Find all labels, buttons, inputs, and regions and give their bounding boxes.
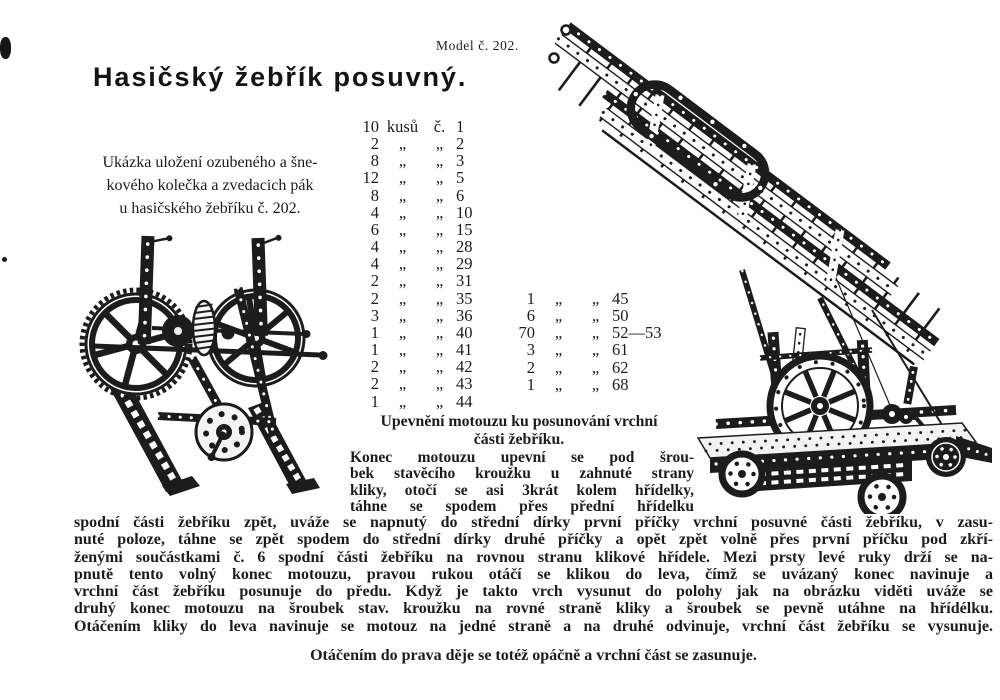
part-quantity: 3 <box>370 305 379 325</box>
part-number: 61 <box>612 340 629 360</box>
parts-list-row <box>352 204 473 221</box>
ladder-illustration <box>520 8 998 514</box>
part-unit-word: „ <box>554 306 563 326</box>
part-number: 35 <box>456 288 473 308</box>
part-number-word: „ <box>435 134 444 154</box>
part-number-word: č. <box>433 117 446 136</box>
parts-list-row <box>352 118 473 135</box>
part-number: 31 <box>456 271 473 291</box>
text-line: ženými součástkami č. 6 spodní části žebříku na rovnou stranu klikové hřídele. Mezi prsty levé ruky drží se na- <box>74 548 993 566</box>
part-quantity: 4 <box>370 254 379 274</box>
part-number: 52—53 <box>612 323 662 343</box>
part-unit-word: „ <box>554 323 563 343</box>
text-line: vrchní část žebříku posunuje do předu. Když je takto vrch vysunut do polohy jak na obrázku viděti uváže se <box>74 583 993 601</box>
parts-list-row <box>352 272 473 289</box>
part-number: 15 <box>456 219 473 239</box>
part-number: 68 <box>612 374 629 394</box>
part-quantity: 1 <box>370 391 379 411</box>
part-number-word: „ <box>591 374 600 394</box>
parts-list-row <box>352 358 473 375</box>
part-number: 43 <box>456 374 473 394</box>
part-unit-word: „ <box>398 134 407 154</box>
heading-line: Upevnění motouzu ku posunování vrchní <box>380 413 658 430</box>
text-line: spodní části žebříku zpět, uváže se napnutý do střední dírky první příčky vrchní posuvné části žebříku, v zasu- <box>74 514 993 531</box>
mechanism-drawing <box>82 234 328 496</box>
ladder-drawing <box>550 26 993 515</box>
part-number: 45 <box>612 289 629 308</box>
part-number: 42 <box>456 357 473 377</box>
parts-list-row <box>352 290 473 307</box>
text-line: Otáčením kliky do leva navinuje se motouz na jedné straně a na druhé odvinuje, vrchní část žebříku se vysunuje. <box>74 617 993 635</box>
part-unit-word: „ <box>398 168 407 188</box>
mechanism-illustration <box>66 224 354 516</box>
part-number-word: „ <box>591 306 600 326</box>
text-line: bek stavěcího kroužku u zahnuté strany <box>350 465 694 483</box>
part-number-word: „ <box>435 185 444 205</box>
part-number: 28 <box>456 237 473 257</box>
part-quantity: 70 <box>518 323 535 343</box>
part-number: 10 <box>456 202 473 222</box>
part-number: 5 <box>456 168 465 188</box>
intro-line: Ukázka uložení ozubeného a šne- <box>102 154 318 171</box>
part-number-word: „ <box>435 151 444 171</box>
part-unit-word: „ <box>398 340 407 360</box>
parts-list-row <box>352 152 473 169</box>
part-number: 40 <box>456 322 473 342</box>
part-quantity: 6 <box>370 219 379 239</box>
part-quantity: 2 <box>370 134 379 154</box>
part-quantity: 8 <box>370 185 379 205</box>
part-number: 6 <box>456 185 465 205</box>
heading-line: části žebříku. <box>473 431 565 448</box>
part-number-word: „ <box>435 202 444 222</box>
part-number-word: „ <box>591 340 600 360</box>
part-quantity: 2 <box>370 357 379 377</box>
part-number: 3 <box>456 151 465 171</box>
part-number-word: „ <box>435 391 444 411</box>
part-quantity: 1 <box>370 322 379 342</box>
parts-list-row <box>352 238 473 255</box>
part-number: 41 <box>456 340 473 360</box>
part-quantity: 12 <box>362 168 379 188</box>
part-quantity: 2 <box>370 374 379 394</box>
part-unit-word: „ <box>398 237 407 257</box>
parts-list-row <box>352 393 473 410</box>
part-number-word: „ <box>435 168 444 188</box>
part-quantity: 1 <box>370 340 379 360</box>
part-unit-word: „ <box>398 391 407 411</box>
parts-list-row <box>352 324 473 341</box>
part-unit-word: „ <box>398 288 407 308</box>
parts-list-column-1 <box>352 118 473 410</box>
parts-list-row <box>352 307 473 324</box>
part-number-word: „ <box>435 271 444 291</box>
part-number: 62 <box>612 357 629 377</box>
part-number-word: „ <box>435 305 444 325</box>
model-number: Model č. 202. <box>436 38 519 53</box>
part-number-word: „ <box>435 357 444 377</box>
part-quantity: 1 <box>526 374 535 394</box>
text-line: táhne se spodem přes přední hřídelku <box>350 497 694 515</box>
part-unit-word: „ <box>554 289 563 308</box>
part-number-word: „ <box>435 254 444 274</box>
parts-list-row <box>352 169 473 186</box>
text-line: nuté poloze, táhne se zpět spodem do střední dírky druhé příčky a opět zpět volně přes první příčku pod zkří- <box>74 531 993 549</box>
part-number-word: „ <box>591 323 600 343</box>
part-quantity: 2 <box>526 357 535 377</box>
part-quantity: 2 <box>370 288 379 308</box>
parts-list-row <box>352 187 473 204</box>
parts-list-row <box>352 255 473 272</box>
part-number-word: „ <box>435 219 444 239</box>
part-number: 44 <box>456 391 473 411</box>
part-number-word: „ <box>591 357 600 377</box>
part-number-word: „ <box>435 374 444 394</box>
part-quantity: 1 <box>526 289 535 308</box>
part-number-word: „ <box>435 322 444 342</box>
part-number: 36 <box>456 305 473 325</box>
part-quantity: 10 <box>362 117 379 136</box>
part-unit-word: „ <box>398 357 407 377</box>
part-quantity: 3 <box>526 340 535 360</box>
intro-caption <box>62 151 358 220</box>
part-unit-word: „ <box>398 185 407 205</box>
part-unit-word: „ <box>398 202 407 222</box>
part-number-word: „ <box>435 340 444 360</box>
part-unit-word: „ <box>398 374 407 394</box>
parts-list-row <box>352 375 473 392</box>
parts-list-row <box>352 221 473 238</box>
part-quantity: 4 <box>370 202 379 222</box>
part-number: 50 <box>612 306 629 326</box>
closing-line: Otáčením do prava děje se totéž opáčně a vrchní část se zasunuje. <box>310 647 757 664</box>
part-unit-word: „ <box>398 305 407 325</box>
part-number: 2 <box>456 134 465 154</box>
part-quantity: 2 <box>370 271 379 291</box>
text-line: kliky, otočí se asi 3krát kolem hřídelky, <box>350 481 694 499</box>
part-unit-word: „ <box>554 374 563 394</box>
part-number: 29 <box>456 254 473 274</box>
part-number: 1 <box>456 117 465 136</box>
part-quantity: 4 <box>370 237 379 257</box>
part-unit-word: „ <box>554 340 563 360</box>
parts-list-row <box>352 341 473 358</box>
scan-artifact <box>2 257 7 262</box>
text-line: Konec motouzu upevní se pod šrou- <box>350 449 694 466</box>
part-unit-word: „ <box>398 322 407 342</box>
part-number-word: „ <box>435 288 444 308</box>
instruction-paragraph <box>74 514 993 635</box>
text-line: pnutě tento volný konec motouzu, pravou rukou otáčí se klikou do leva, čímž se uvázaný konec navinuje a <box>74 565 993 583</box>
part-unit-word: „ <box>398 271 407 291</box>
text-line: druhý konec motouzu na šroubek stav. kroužku na rovné straně kliky a šroubek se pevně utáhne na hřídélku. <box>74 600 993 618</box>
page-title: Hasičský žebřík posuvný. <box>93 62 468 92</box>
part-unit-word: „ <box>554 357 563 377</box>
intro-line: kového kolečka a zvedacich pák <box>106 177 314 194</box>
part-number-word: „ <box>435 237 444 257</box>
part-unit-word: kusů <box>386 117 419 136</box>
part-unit-word: „ <box>398 151 407 171</box>
intro-line: u hasičského žebříku č. 202. <box>119 200 301 217</box>
part-number-word: „ <box>591 289 600 308</box>
part-unit-word: „ <box>398 254 407 274</box>
parts-list-row <box>352 135 473 152</box>
part-quantity: 6 <box>526 306 535 326</box>
part-unit-word: „ <box>398 219 407 239</box>
scan-artifact <box>0 37 11 59</box>
part-quantity: 8 <box>370 151 379 171</box>
